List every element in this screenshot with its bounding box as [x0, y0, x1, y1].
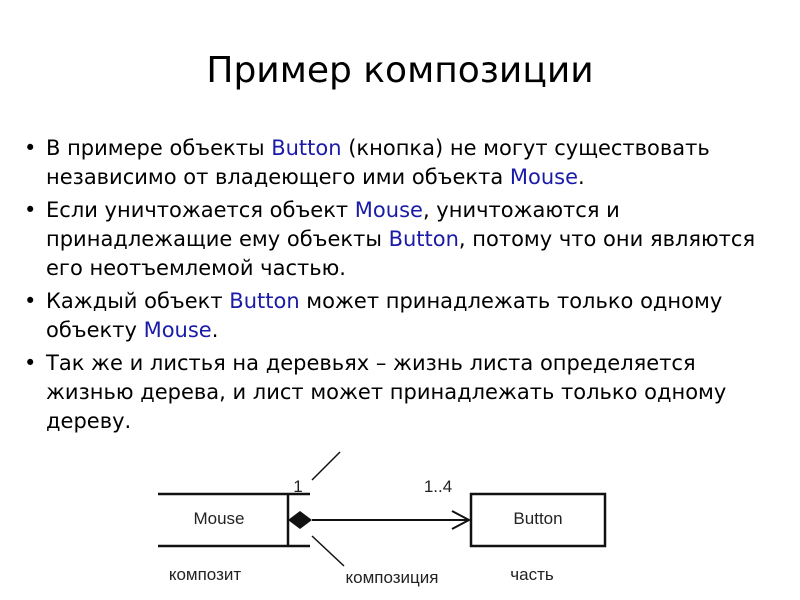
bullet-text: (кнопка) не могут существовать независимо от владеющего ими объекта [46, 136, 710, 189]
bullet-marker: • [24, 198, 37, 222]
bullet-text: Так же и листья на деревьях – жизнь листа определяется жизнью дерева, и лист может принадлежать только одному дереву. [46, 351, 727, 433]
bullet-text: , потому что они являются его неотъемлемой частью. [46, 227, 756, 280]
part-caption: часть [510, 565, 554, 584]
bullet-text: Каждый объект [46, 289, 230, 313]
class-name-highlight: Mouse [509, 165, 579, 189]
bullet-text: В примере объекты [46, 136, 272, 160]
button-class-label: Button [513, 509, 563, 528]
class-name-highlight: Mouse [354, 198, 423, 222]
mouse-class-label: Mouse [193, 509, 245, 528]
bullet-text: может принадлежать только одному объекту [46, 289, 723, 342]
bullet-text: . [578, 165, 585, 189]
bullet-text: , уничтожаются и принадлежащие ему объекты [46, 198, 620, 251]
bullet-marker: • [24, 351, 37, 375]
composition-caption: композиция [345, 568, 439, 587]
multiplicity-pointer-line [312, 452, 340, 480]
class-name-highlight: Button [271, 136, 342, 160]
bullet-marker: • [24, 289, 37, 313]
bullet-text: . [211, 318, 219, 342]
composite-caption: композит [168, 565, 242, 584]
bullet-marker: • [24, 136, 37, 160]
slide-title: Пример композиции [206, 50, 594, 91]
composition-pointer-line [312, 536, 344, 566]
bullet-text: Если уничтожается объект [46, 198, 355, 222]
class-name-highlight: Button [229, 289, 300, 313]
left-multiplicity-label: 1 [293, 477, 303, 496]
right-multiplicity-label: 1..4 [423, 477, 453, 496]
class-name-highlight: Button [388, 227, 459, 251]
class-name-highlight: Mouse [143, 318, 212, 342]
composition-diamond-icon [288, 511, 312, 529]
